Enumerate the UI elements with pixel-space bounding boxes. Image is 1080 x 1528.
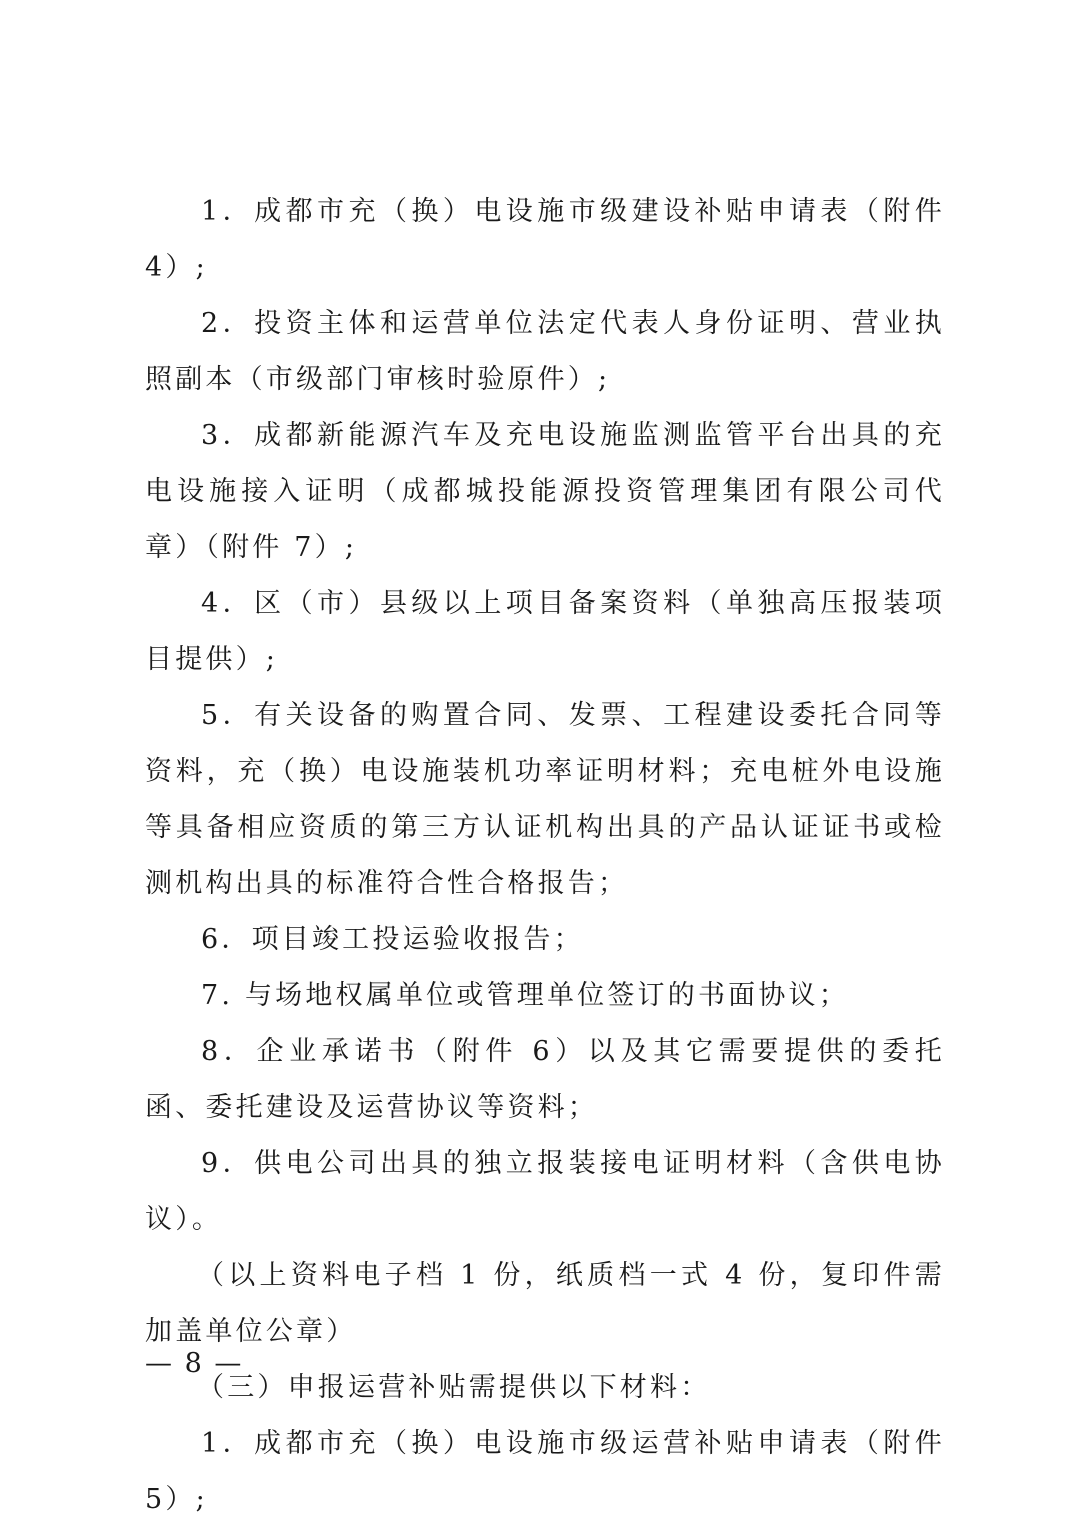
list-item-4: 4．区（市）县级以上项目备案资料（单独高压报装项目提供）; [145, 588, 945, 675]
page-number: — 8 — [145, 1348, 244, 1379]
list-item-3: 3．成都新能源汽车及充电设施监测监管平台出具的充电设施接入证明（成都城投能源投资管理集团有限公司代章）（附件 7）; [145, 420, 945, 563]
list-item-9: 9．供电公司出具的独立报装接电证明材料（含供电协议）。 [145, 1148, 945, 1235]
list-item-7: 7. 与场地权属单位或管理单位签订的书面协议； [201, 980, 849, 1011]
sub-list-item-1: 1．成都市充（换）电设施市级运营补贴申请表（附件 5）; [145, 1428, 945, 1515]
list-item-8: 8．企业承诺书（附件 6）以及其它需要提供的委托函、委托建设及运营协议等资料； [145, 1036, 945, 1123]
document-body [145, 184, 945, 1528]
list-item-1: 1．成都市充（换）电设施市级建设补贴申请表（附件 4）; [145, 196, 945, 283]
materials-note: （以上资料电子档 1 份，纸质档一式 4 份，复印件需加盖单位公章） [145, 1260, 945, 1347]
list-item-2: 2．投资主体和运营单位法定代表人身份证明、营业执照副本（市级部门审核时验原件）; [145, 308, 945, 395]
list-item-6: 6．项目竣工投运验收报告； [201, 924, 584, 955]
list-item-5: 5．有关设备的购置合同、发票、工程建设委托合同等资料，充（换）电设施装机功率证明材料；充电桩外电设施等具备相应资质的第三方认证机构出具的产品认证证书或检测机构出具的标准符合性合格报告； [145, 700, 945, 899]
section-heading-3: （三）申报运营补贴需提供以下材料： [197, 1372, 711, 1403]
